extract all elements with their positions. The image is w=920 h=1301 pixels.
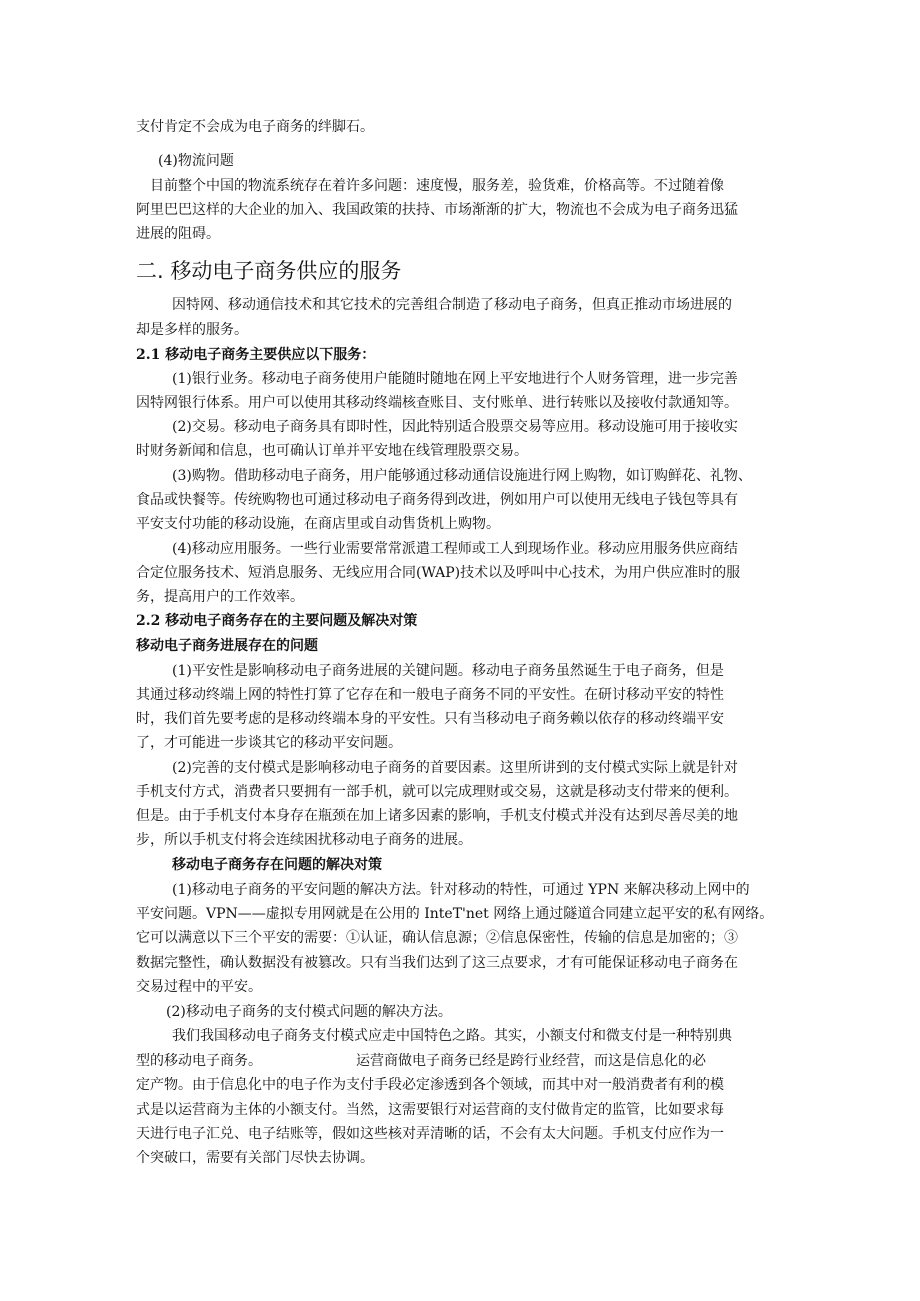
paragraph-line: 天进行电子汇兑、电子结账等，假如这些核对弄清晰的话，不会有太大问题。手机支付应作为一 bbox=[136, 1126, 724, 1142]
section-heading: 二. 移动电子商务供应的服务 bbox=[136, 259, 402, 283]
subsection-heading: 2.2 移动电子商务存在的主要问题及解决对策 bbox=[136, 613, 418, 629]
paragraph-line: 合定位服务技术、短消息服务、无线应用合同(WAP)技术以及呼叫中心技术，为用户供应准时的服 bbox=[136, 565, 741, 581]
paragraph-line: 运营商做电子商务已经是跨行业经营，而这是信息化的必 bbox=[356, 1053, 706, 1069]
paragraph-line: (2)移动电子商务的支付模式问题的解决方法。 bbox=[166, 1004, 452, 1020]
paragraph-line: (1)银行业务。移动电子商务使用户能随时随地在网上平安地进行个人财务管理，进一步完善 bbox=[172, 371, 738, 387]
paragraph-line: 步，所以手机支付将会连续困扰移动电子商务的进展。 bbox=[136, 832, 472, 848]
paragraph-line: 了，才可能进一步谈其它的移动平安问题。 bbox=[136, 735, 402, 751]
paragraph-line: 食品或快餐等。传统购物也可通过移动电子商务得到改进，例如用户可以使用无线电子钱包等具有 bbox=[136, 492, 738, 508]
paragraph-line: 平安支付功能的移动设施，在商店里或自动售货机上购物。 bbox=[136, 516, 500, 532]
paragraph-line: 因特网银行体系。用户可以使用其移动终端核查账目、支付账单、进行转账以及接收付款通知等。 bbox=[136, 395, 738, 411]
subsection-heading: 2.1 移动电子商务主要供应以下服务： bbox=[136, 347, 376, 363]
subsection-heading: 移动电子商务存在问题的解决对策 bbox=[172, 857, 382, 873]
paragraph-line: 时，我们首先要考虑的是移动终端本身的平安性。只有当移动电子商务赖以依存的移动终端平安 bbox=[136, 711, 724, 727]
paragraph-line: 其通过移动终端上网的特性打算了它存在和一般电子商务不同的平安性。在研讨移动平安的特性 bbox=[136, 687, 724, 703]
paragraph-line: (2)完善的支付模式是影响移动电子商务的首要因素。这里所讲到的支付模式实际上就是针对 bbox=[172, 760, 738, 776]
paragraph-line: 目前整个中国的物流系统存在着许多问题：速度慢，服务差，验货难，价格高等。不过随着像 bbox=[150, 178, 724, 194]
paragraph-line: 个突破口，需要有关部门尽快去协调。 bbox=[136, 1150, 374, 1166]
paragraph-line: 交易过程中的平安。 bbox=[136, 979, 262, 995]
paragraph-line: 但是。由于手机支付本身存在瓶颈在加上诸多因素的影响，手机支付模式并没有达到尽善尽美的地 bbox=[136, 808, 738, 824]
paragraph-line: 务，提高用户的工作效率。 bbox=[136, 589, 304, 605]
paragraph-line: (1)移动电子商务的平安问题的解决方法。针对移动的特性，可通过 YPN 来解决移动上网中的 bbox=[172, 882, 750, 898]
paragraph-line: (2)交易。移动电子商务具有即时性，因此特别适合股票交易等应用。移动设施可用于接收实 bbox=[172, 419, 738, 435]
paragraph-line: (1)平安性是影响移动电子商务进展的关键问题。移动电子商务虽然诞生于电子商务，但是 bbox=[172, 663, 724, 679]
paragraph-line: 平安问题。VPN——虚拟专用网就是在公用的 InteT'net 网络上通过隧道合同建立起平安的私有网络。 bbox=[136, 906, 774, 922]
list-item-heading: (4)物流问题 bbox=[158, 153, 234, 169]
subsection-heading: 移动电子商务进展存在的问题 bbox=[136, 638, 318, 654]
paragraph-line: 进展的阻碍。 bbox=[136, 226, 220, 242]
paragraph-line: 时财务新闻和信息，也可确认订单并平安地在线管理股票交易。 bbox=[136, 443, 528, 459]
paragraph-line: (3)购物。借助移动电子商务，用户能够通过移动通信设施进行网上购物，如订购鲜花、礼物、 bbox=[172, 468, 752, 484]
paragraph-line: 我们我国移动电子商务支付模式应走中国特色之路。其实，小额支付和微支付是一种特别典 bbox=[172, 1028, 732, 1044]
paragraph-line: 它可以满意以下三个平安的需要：①认证，确认信息源；②信息保密性，传输的信息是加密的；③ bbox=[136, 930, 738, 946]
paragraph-line: (4)移动应用服务。一些行业需要常常派遣工程师或工人到现场作业。移动应用服务供应商结 bbox=[172, 541, 738, 557]
paragraph-line: 定产物。由于信息化中的电子作为支付手段必定渗透到各个领域，而其中对一般消费者有利的模 bbox=[136, 1077, 724, 1093]
paragraph-line: 因特网、移动通信技术和其它技术的完善组合制造了移动电子商务，但真正推动市场进展的 bbox=[172, 297, 732, 313]
paragraph-line: 支付肯定不会成为电子商务的绊脚石。 bbox=[136, 119, 374, 135]
paragraph-line: 却是多样的服务。 bbox=[136, 322, 248, 338]
paragraph-line: 数据完整性，确认数据没有被篡改。只有当我们达到了这三点要求，才有可能保证移动电子商务在 bbox=[136, 955, 738, 971]
paragraph-line: 型的移动电子商务。 bbox=[136, 1053, 262, 1069]
paragraph-line: 阿里巴巴这样的大企业的加入、我国政策的扶持、市场渐渐的扩大，物流也不会成为电子商务迅猛 bbox=[136, 202, 738, 218]
paragraph-line: 手机支付方式，消费者只要拥有一部手机，就可以完成理财或交易，这就是移动支付带来的便利。 bbox=[136, 784, 738, 800]
paragraph-line: 式是以运营商为主体的小额支付。当然，这需要银行对运营商的支付做肯定的监管，比如要求每 bbox=[136, 1102, 724, 1118]
